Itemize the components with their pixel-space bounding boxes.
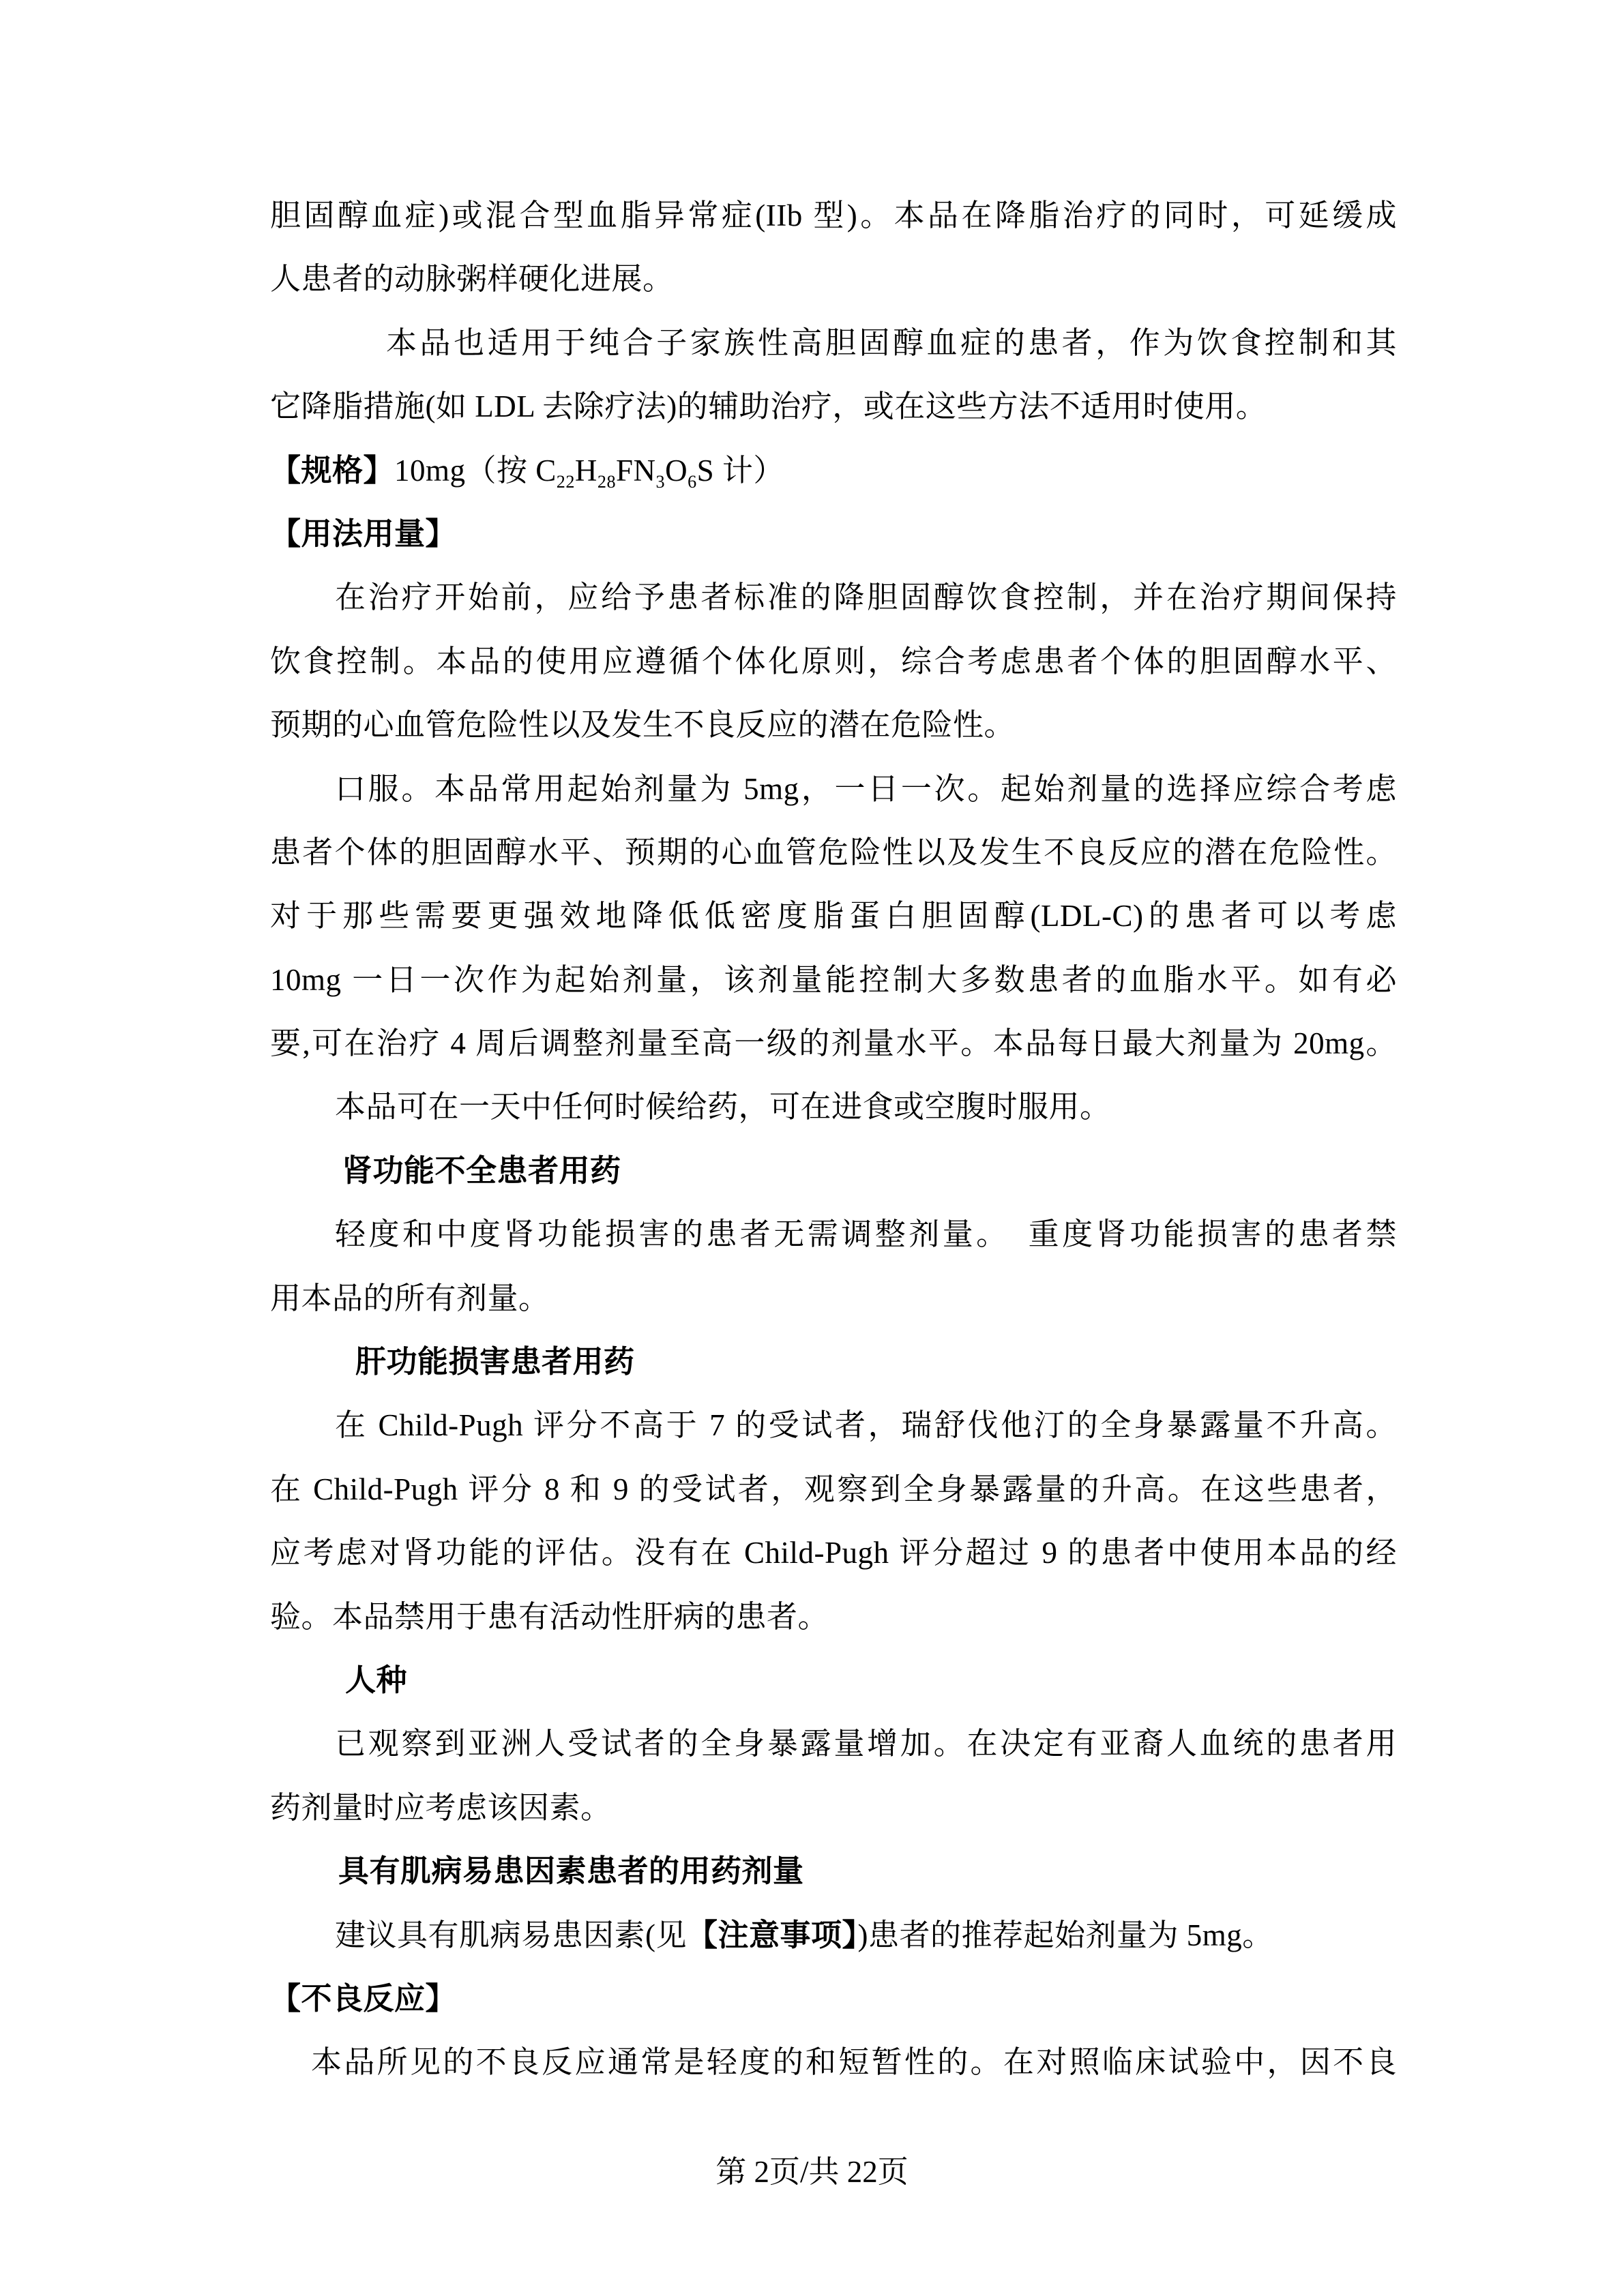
heading-line: [270, 1840, 1397, 1903]
bold-segment: 具有肌病易患因素患者的用药剂量: [338, 1854, 804, 1889]
subscript: 3: [655, 471, 666, 492]
text-line: [270, 248, 1397, 311]
subscript: 28: [597, 471, 616, 492]
text-line: [270, 184, 1397, 248]
text-line: [270, 1458, 1397, 1521]
text-line: [270, 630, 1397, 694]
text-segment: )患者的推荐起始剂量为 5mg。: [857, 1918, 1273, 1952]
text-segment: 它降脂措施(如 LDL 去除疗法)的辅助治疗，或在这些方法不适用时使用。: [270, 389, 1267, 424]
heading-line: [270, 1139, 1397, 1203]
text-segment: 已观察到亚洲人受试者的全身暴露量增加。在决定有亚裔人血统的患者用: [335, 1727, 1397, 1761]
text-line: [270, 1075, 1397, 1139]
text-line: [270, 1712, 1397, 1776]
text-line: [270, 1203, 1397, 1266]
text-line: [270, 758, 1397, 821]
heading-line: [270, 1967, 1397, 2031]
text-segment: 验。本品禁用于患有活动性肝病的患者。: [270, 1599, 829, 1634]
text-segment: FN: [615, 453, 656, 488]
text-line: [270, 1267, 1397, 1330]
text-line: [270, 1585, 1397, 1649]
page-footer: 第 2页/共 22页: [715, 2155, 909, 2189]
text-segment: 饮食控制。本品的使用应遵循个体化原则，综合考虑患者个体的胆固醇水平、: [270, 644, 1397, 679]
text-segment: 应考虑对肾功能的评估。没有在 Child-Pugh 评分超过 9 的患者中使用本品的经: [270, 1536, 1397, 1570]
text-segment: 本品可在一天中任何时候给药，可在进食或空腹时服用。: [335, 1090, 1111, 1124]
text-segment: S 计）: [696, 453, 784, 488]
bold-segment: 【注意事项】: [687, 1918, 858, 1952]
text-line: [270, 1904, 1397, 1967]
text-segment: 在治疗开始前，应给予患者标准的降胆固醇饮食控制，并在治疗期间保持: [335, 580, 1397, 615]
text-line: [270, 949, 1397, 1012]
text-line: [270, 566, 1397, 629]
text-line: [270, 2031, 1397, 2094]
text-block: [270, 184, 1397, 2095]
subscript: 22: [556, 471, 575, 492]
bold-segment: 【用法用量】: [270, 516, 457, 551]
text-line: [270, 1394, 1397, 1457]
bold-segment: 肾功能不全患者用药: [342, 1153, 621, 1188]
text-segment: 10mg 一日一次作为起始剂量，该剂量能控制大多数患者的血脂水平。如有必: [270, 962, 1397, 997]
text-segment: O: [665, 453, 688, 488]
text-line: [270, 1776, 1397, 1840]
text-segment: 轻度和中度肾功能损害的患者无需调整剂量。 重度肾功能损害的患者禁: [335, 1217, 1397, 1252]
text-segment: 10mg（按 C: [394, 453, 557, 488]
text-segment: 在 Child-Pugh 评分 8 和 9 的受试者，观察到全身暴露量的升高。在这些患者，: [270, 1472, 1397, 1506]
text-segment: 本品所见的不良反应通常是轻度的和短暂性的。在对照临床试验中，因不良: [311, 2045, 1397, 2080]
text-line: [270, 1521, 1397, 1585]
text-segment: 口服。本品常用起始剂量为 5mg，一日一次。起始剂量的选择应综合考虑: [335, 771, 1397, 806]
text-line: [270, 1012, 1397, 1075]
bold-segment: 肝功能损害患者用药: [355, 1345, 635, 1380]
text-segment: 本品也适用于纯合子家族性高胆固醇血症的患者，作为饮食控制和其: [386, 325, 1397, 360]
text-segment: 要,可在治疗 4 周后调整剂量至高一级的剂量水平。本品每日最大剂量为 20mg。: [270, 1026, 1397, 1061]
bold-segment: 人种: [345, 1663, 408, 1697]
heading-line: [270, 1330, 1397, 1394]
text-line: [270, 439, 1397, 503]
text-line: [270, 821, 1397, 884]
text-segment: 预期的心血管危险性以及发生不良反应的潜在危险性。: [270, 708, 1016, 743]
bold-segment: 【不良反应】: [270, 1981, 457, 2016]
subscript: 6: [688, 471, 697, 492]
text-segment: H: [574, 453, 597, 488]
text-line: [270, 375, 1397, 438]
bold-segment: 【规格】: [270, 453, 395, 488]
heading-line: [270, 503, 1397, 566]
text-segment: 患者个体的胆固醇水平、预期的心血管危险性以及发生不良反应的潜在危险性。: [270, 835, 1397, 869]
heading-line: [270, 1649, 1397, 1712]
text-segment: 在 Child-Pugh 评分不高于 7 的受试者，瑞舒伐他汀的全身暴露量不升高。: [335, 1408, 1397, 1443]
text-line: [270, 312, 1397, 375]
text-segment: 胆固醇血症)或混合型血脂异常症(IIb 型)。本品在降脂治疗的同时，可延缓成: [270, 198, 1397, 233]
text-line: [270, 694, 1397, 757]
text-segment: 人患者的动脉粥样硬化进展。: [270, 262, 674, 297]
text-segment: 建议具有肌病易患因素(见: [335, 1918, 687, 1952]
text-segment: 药剂量时应考虑该因素。: [270, 1790, 612, 1825]
text-segment: 对于那些需要更强效地降低低密度脂蛋白胆固醇(LDL-C)的患者可以考虑: [270, 899, 1397, 934]
text-segment: 用本品的所有剂量。: [270, 1281, 550, 1315]
text-line: [270, 884, 1397, 948]
